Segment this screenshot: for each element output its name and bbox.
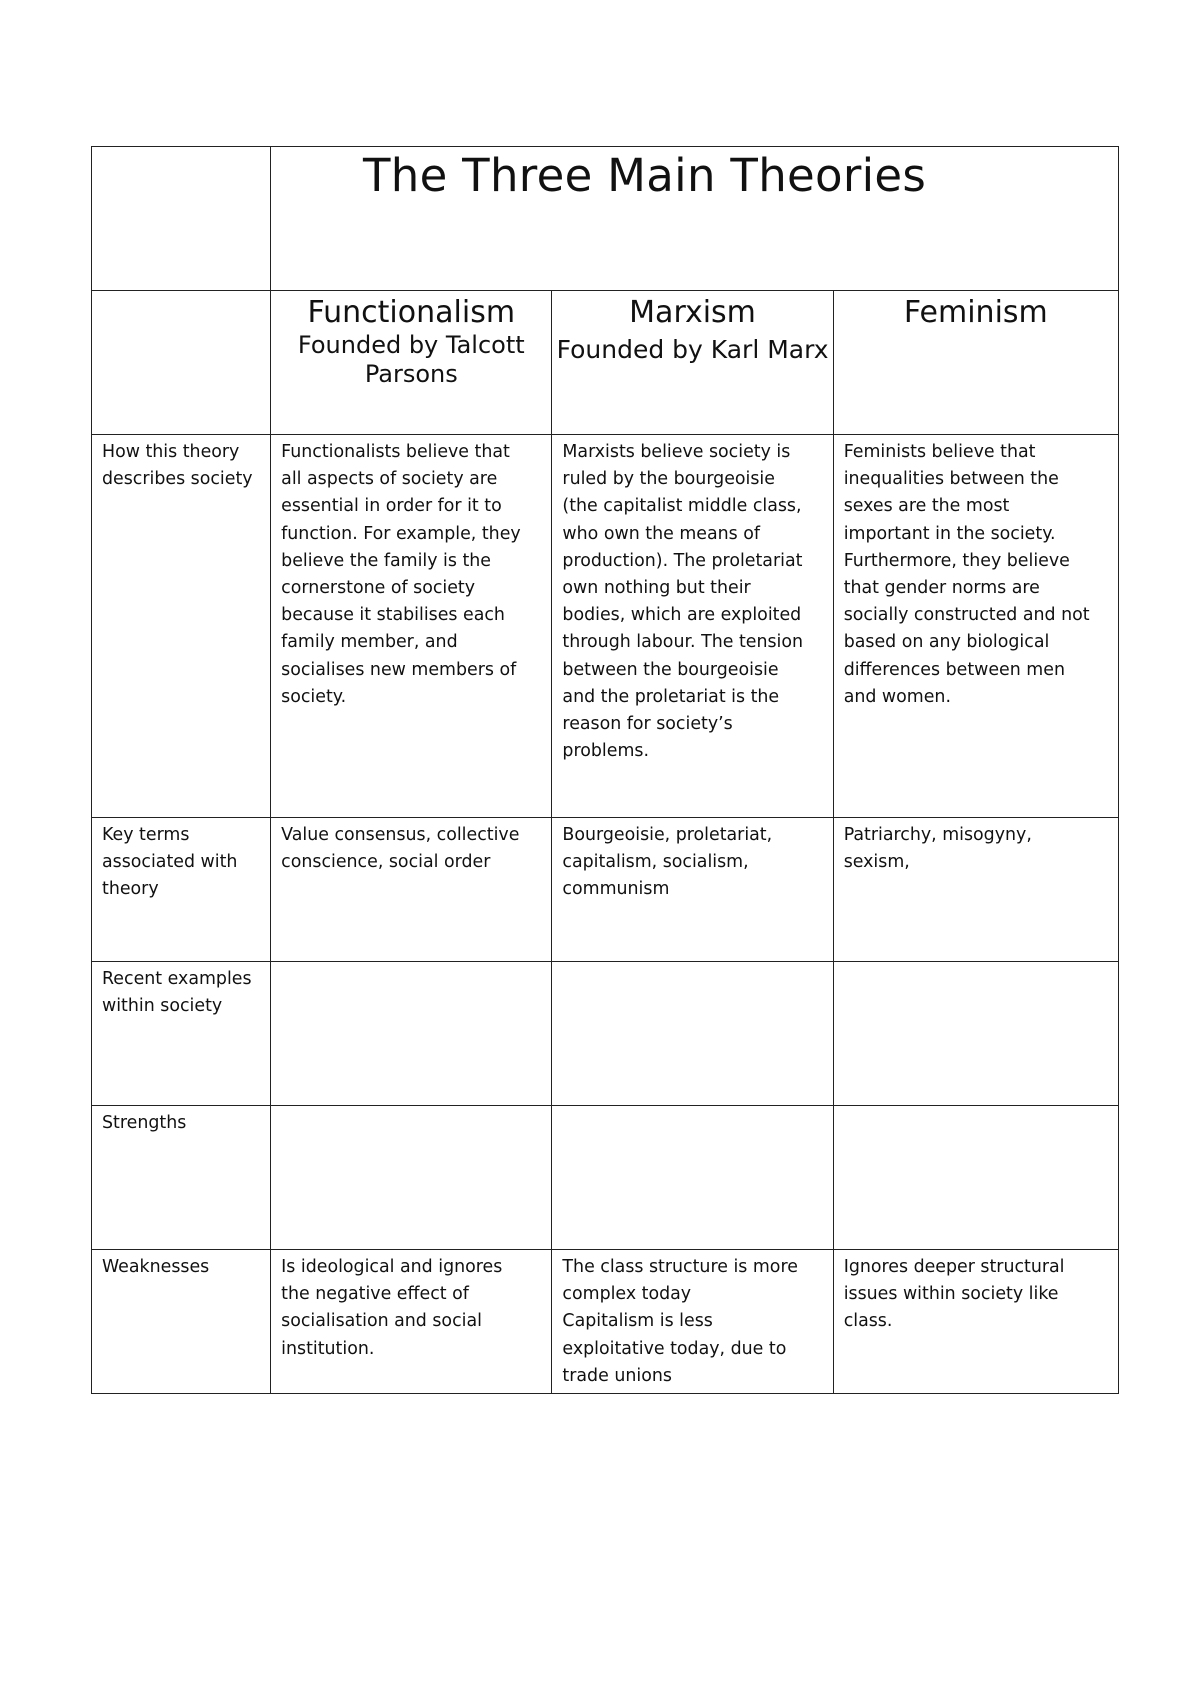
table-cell [552, 1106, 833, 1250]
row-label-line: Weaknesses [102, 1257, 210, 1277]
table-cell [833, 1106, 1118, 1250]
cell-text-line: important in the society. [843, 523, 1056, 544]
cell-text-line: issues within society like [843, 1284, 1059, 1305]
table-cell [833, 818, 1118, 962]
cell-text-line: trade unions [562, 1365, 672, 1386]
row-label-line: Recent examples [102, 969, 252, 989]
cell-text-line: believe the family is the [281, 550, 492, 571]
cell-text-line: communism [562, 879, 670, 900]
row-strengths [92, 1106, 1119, 1250]
cell-text-line: Furthermore, they believe [843, 550, 1070, 571]
row-label-cell [92, 1106, 271, 1250]
cell-text-line: function. For example, they [281, 523, 521, 544]
theory-header-marxism [552, 291, 833, 435]
row-label-line: Key terms [102, 825, 190, 845]
row-label-line: describes society [102, 469, 253, 490]
table-cell [833, 1250, 1118, 1394]
cell-text-line: socialises new members of [281, 659, 517, 680]
theory-name: Feminism [903, 295, 1048, 330]
theory-header-feminism [833, 291, 1118, 435]
cell-text-line: problems. [562, 741, 649, 762]
table-cell [271, 435, 552, 818]
cell-text-line: production). The proletariat [562, 550, 803, 571]
row-describes-society [92, 435, 1119, 818]
table-cell [271, 818, 552, 962]
theory-founder: Founded by Karl Marx [556, 335, 829, 364]
row-label-cell [92, 818, 271, 962]
cell-text-line: Value consensus, collective [281, 825, 520, 845]
cell-text-line: Patriarchy, misogyny, [843, 825, 1032, 845]
theory-name: Marxism [629, 295, 756, 330]
theories-table [91, 146, 1119, 1394]
cell-text-line: cornerstone of society [281, 578, 476, 599]
row-label-line: within society [102, 996, 223, 1017]
cell-text-line: The class structure is more [562, 1257, 798, 1277]
row-label-line: How this theory [102, 442, 240, 462]
row-label-line: Strengths [102, 1113, 187, 1133]
theory-header-row [92, 291, 1119, 435]
row-label-cell [92, 962, 271, 1106]
cell-text-line: complex today [562, 1284, 692, 1305]
cell-text-line: that gender norms are [843, 578, 1040, 599]
table-cell [552, 435, 833, 818]
cell-text-line: based on any biological [843, 632, 1050, 653]
cell-text-line: family member, and [281, 632, 458, 653]
row-label-line: associated with [102, 852, 238, 873]
theory-name: Functionalism [307, 295, 516, 330]
cell-text-line: exploitative today, due to [562, 1338, 787, 1359]
cell-text-line: own nothing but their [562, 578, 751, 599]
cell-text-line: socialisation and social [281, 1311, 482, 1332]
cell-text-line: through labour. The tension [562, 632, 804, 653]
cell-text-line: the negative effect of [281, 1284, 469, 1305]
cell-text-line: Bourgeoisie, proletariat, [562, 825, 773, 845]
row-label-cell [92, 1250, 271, 1394]
cell-text-line: Marxists believe society is [562, 442, 791, 462]
cell-text-line: and women. [843, 686, 951, 707]
cell-text-line: bodies, which are exploited [562, 605, 802, 626]
cell-text-line: Ignores deeper structural [843, 1257, 1065, 1277]
cell-text-line: sexism, [843, 852, 910, 873]
cell-text-line: sexes are the most [843, 496, 1010, 517]
table-cell [271, 962, 552, 1106]
cell-text-line: conscience, social order [281, 852, 491, 873]
theory-founder: Founded by Talcott Parsons [297, 331, 525, 388]
cell-text-line: who own the means of [562, 523, 760, 544]
cell-text-line: Feminists believe that [843, 442, 1036, 462]
table-cell [833, 435, 1118, 818]
cell-text-line: because it stabilises each [281, 605, 505, 626]
cell-text-line: ruled by the bourgeoisie [562, 469, 775, 490]
row-label-line: theory [102, 879, 159, 900]
cell-text-line: Capitalism is less [562, 1311, 713, 1332]
cell-text-line: between the bourgeoisie [562, 659, 779, 680]
row-label-cell [92, 435, 271, 818]
header-empty-cell [92, 291, 271, 435]
cell-text-line: (the capitalist middle class, [562, 496, 802, 517]
table-cell [552, 962, 833, 1106]
table-cell [271, 1106, 552, 1250]
title-cell [271, 147, 1119, 291]
cell-text-line: essential in order for it to [281, 496, 502, 517]
cell-text-line: class. [843, 1311, 893, 1332]
cell-text-line: differences between men [843, 659, 1065, 680]
table-cell [552, 818, 833, 962]
row-key-terms [92, 818, 1119, 962]
cell-text-line: capitalism, socialism, [562, 852, 749, 873]
cell-text-line: Functionalists believe that [281, 442, 510, 462]
cell-text-line: all aspects of society are [281, 469, 498, 490]
cell-text-line: society. [281, 686, 347, 707]
row-recent-examples [92, 962, 1119, 1106]
cell-text-line: Is ideological and ignores [281, 1257, 503, 1277]
theory-header-functionalism [271, 291, 552, 435]
table-cell [833, 962, 1118, 1106]
row-weaknesses [92, 1250, 1119, 1394]
cell-text-line: institution. [281, 1338, 375, 1359]
cell-text-line: inequalities between the [843, 469, 1059, 490]
title-row [92, 147, 1119, 291]
cell-text-line: and the proletariat is the [562, 686, 780, 707]
cell-text-line: reason for society’s [562, 714, 733, 735]
table-cell [271, 1250, 552, 1394]
corner-cell [92, 147, 271, 291]
cell-text-line: socially constructed and not [843, 605, 1090, 626]
document-title: The Three Main Theories [362, 149, 927, 202]
table-cell [552, 1250, 833, 1394]
